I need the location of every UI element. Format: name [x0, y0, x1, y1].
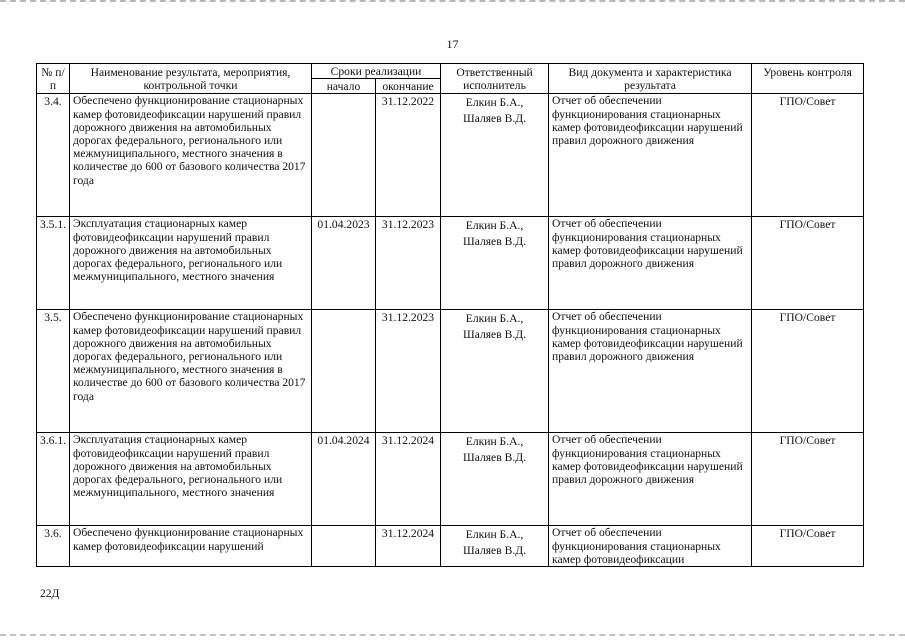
row-start: [312, 94, 376, 217]
row-end: 31.12.2022: [376, 94, 441, 217]
executor-line-1: Елкин Б.А.,: [465, 528, 524, 542]
row-end: 31.12.2024: [376, 526, 441, 567]
row-executor: [441, 217, 549, 310]
row-doc: Отчет об обеспечении функционирования стационарных камер фотовидеофиксации нарушений правил дорожного движения: [549, 217, 752, 310]
row-level: ГПО/Совет: [752, 94, 864, 217]
row-name: Обеспечено функционирование стационарных камер фотовидеофиксации нарушений: [70, 526, 312, 567]
row-num: 3.6.1.: [37, 433, 70, 526]
row-end: 31.12.2023: [376, 217, 441, 310]
executor-line-2: Шаляев В.Д.: [463, 451, 527, 465]
row-level: ГПО/Совет: [752, 526, 864, 567]
scan-edge-top: [0, 0, 905, 6]
header-end: окончание: [376, 79, 441, 94]
row-num: 3.5.: [37, 310, 70, 433]
table-row: [37, 217, 864, 310]
row-level: ГПО/Совет: [752, 310, 864, 433]
row-end: 31.12.2023: [376, 310, 441, 433]
header-start: начало: [312, 79, 376, 94]
header-level: Уровень контроля: [752, 64, 864, 94]
row-start: [312, 526, 376, 567]
header-terms: Сроки реализации: [312, 64, 441, 79]
control-points-table: [36, 63, 864, 567]
row-executor: [441, 94, 549, 217]
executor-line-2: Шаляев В.Д.: [463, 544, 527, 558]
page-number: 17: [446, 37, 459, 51]
row-doc: Отчет об обеспечении функционирования стационарных камер фотовидеофиксации нарушений правил дорожного движения: [549, 433, 752, 526]
row-executor: [441, 526, 549, 567]
row-name: Обеспечено функционирование стационарных камер фотовидеофиксации нарушений правил дорожного движения на автомобильных дорогах федерального, регионального или межмуниципального, местного значения в количестве до 600 от базового количества 2017 года: [70, 94, 312, 217]
row-start: 01.04.2024: [312, 433, 376, 526]
row-doc: Отчет об обеспечении функционирования стационарных камер фотовидеофиксации нарушений правил дорожного движения: [549, 310, 752, 433]
row-end: 31.12.2024: [376, 433, 441, 526]
row-start: [312, 310, 376, 433]
row-executor: [441, 310, 549, 433]
row-name: Обеспечено функционирование стационарных камер фотовидеофиксации нарушений правил дорожного движения на автомобильных дорогах федерального, регионального или межмуниципального, местного значения в количестве до 600 от базового количества 2017 года: [70, 310, 312, 433]
header-executor: Ответственный исполнитель: [441, 64, 549, 94]
header-doc: Вид документа и характеристика результата: [549, 64, 752, 94]
row-num: 3.4.: [37, 94, 70, 217]
table-row: [37, 526, 864, 567]
row-num: 3.5.1.: [37, 217, 70, 310]
row-name: Эксплуатация стационарных камер фотовидеофиксации нарушений правил дорожного движения на автомобильных дорогах федерального, регионального или межмуниципального, местного значения: [70, 433, 312, 526]
executor-line-2: Шаляев В.Д.: [463, 328, 527, 342]
executor-line-1: Елкин Б.А.,: [465, 96, 524, 110]
table-row: [37, 433, 864, 526]
row-executor: [441, 433, 549, 526]
row-doc: Отчет об обеспечении функционирования стационарных камер фотовидеофиксации: [549, 526, 752, 567]
executor-line-1: Елкин Б.А.,: [465, 219, 524, 233]
header-num: № п/п: [37, 64, 70, 94]
table-header-row: [37, 64, 864, 79]
scan-edge-bottom: [0, 634, 905, 640]
row-doc: Отчет об обеспечении функционирования стационарных камер фотовидеофиксации нарушений правил дорожного движения: [549, 94, 752, 217]
row-level: ГПО/Совет: [752, 217, 864, 310]
header-name: Наименование результата, мероприятия, контрольной точки: [70, 64, 312, 94]
executor-line-2: Шаляев В.Д.: [463, 235, 527, 249]
executor-line-2: Шаляев В.Д.: [463, 112, 527, 126]
table-row: [37, 310, 864, 433]
row-name: Эксплуатация стационарных камер фотовидеофиксации нарушений правил дорожного движения на автомобильных дорогах федерального, регионального или межмуниципального, местного значения: [70, 217, 312, 310]
table-row: [37, 94, 864, 217]
row-start: 01.04.2023: [312, 217, 376, 310]
executor-line-1: Елкин Б.А.,: [465, 435, 524, 449]
page-code: 22Д: [40, 588, 60, 600]
row-level: ГПО/Совет: [752, 433, 864, 526]
executor-line-1: Елкин Б.А.,: [465, 312, 524, 326]
row-num: 3.6.: [37, 526, 70, 567]
